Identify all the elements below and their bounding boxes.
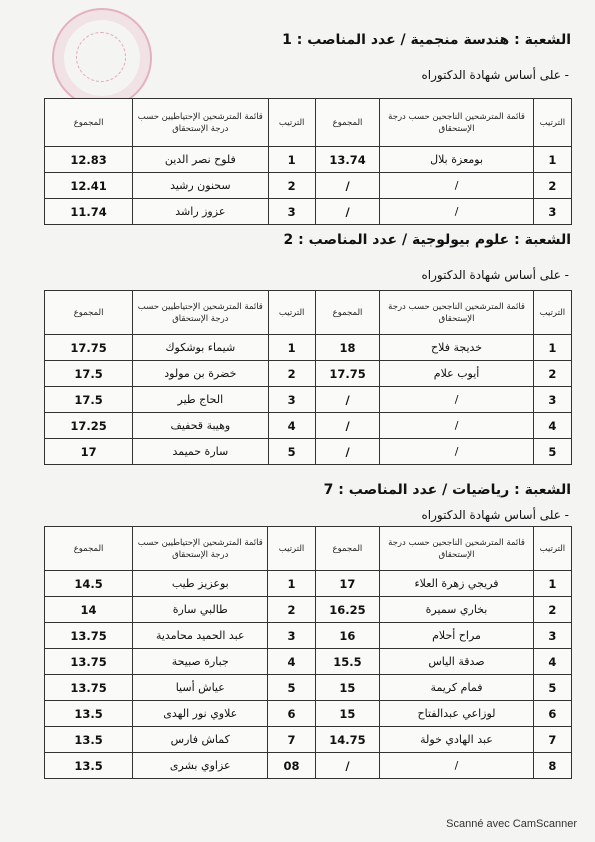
- table-row: [45, 173, 572, 199]
- cell-rank: 3: [533, 623, 571, 649]
- section-title-mining: الشعبة : هندسة منجمية / عدد المناصب : 1: [282, 32, 571, 48]
- cell-reserve-name: عبد الحميد محامدية: [133, 623, 268, 649]
- cell-total: /: [315, 173, 380, 199]
- header-rank: الترتيب: [533, 527, 571, 571]
- table-row: [45, 701, 572, 727]
- cell-total: 15.5: [315, 649, 380, 675]
- cell-total-reserve: 17.5: [45, 387, 133, 413]
- table-header-row: [45, 291, 572, 335]
- cell-successful-name: عبد الهادي خولة: [380, 727, 534, 753]
- table-row: [45, 439, 572, 465]
- section-basis-mining: - على أساس شهادة الدكتوراه: [421, 68, 569, 82]
- cell-total-reserve: 14.5: [45, 571, 133, 597]
- header-successful: قائمة المترشحين الناجحين حسب درجة الإستحقاق: [380, 291, 533, 335]
- cell-total: 16.25: [315, 597, 380, 623]
- cell-total: 14.75: [315, 727, 380, 753]
- cell-successful-name: /: [380, 387, 533, 413]
- official-stamp: [52, 8, 152, 108]
- table-row: [45, 387, 572, 413]
- header-rank-reserve: الترتيب: [268, 99, 315, 147]
- header-reserve: قائمة المترشحين الإحتياطيين حسب درجة الإستحقاق: [133, 99, 268, 147]
- cell-rank-reserve: 3: [268, 387, 315, 413]
- section-title-biology: الشعبة : علوم بيولوجية / عدد المناصب : 2: [283, 232, 571, 248]
- results-table-biology: [44, 290, 572, 465]
- cell-reserve-name: طالبي سارة: [133, 597, 268, 623]
- cell-total-reserve: 17.5: [45, 361, 133, 387]
- cell-total: /: [315, 439, 380, 465]
- cell-total: 16: [315, 623, 380, 649]
- section-basis-mathematics: - على أساس شهادة الدكتوراه: [421, 508, 569, 522]
- cell-rank: 3: [533, 199, 571, 225]
- cell-total-reserve: 13.5: [45, 701, 133, 727]
- table-row: [45, 199, 572, 225]
- cell-total: 15: [315, 675, 380, 701]
- cell-total-reserve: 17: [45, 439, 133, 465]
- cell-total: 18: [315, 335, 380, 361]
- table-row: [45, 753, 572, 779]
- cell-successful-name: بخاري سميرة: [380, 597, 534, 623]
- cell-total: 15: [315, 701, 380, 727]
- cell-rank: 1: [533, 571, 571, 597]
- table-row: [45, 727, 572, 753]
- table-header-row: [45, 527, 572, 571]
- header-rank: الترتيب: [533, 291, 571, 335]
- cell-successful-name: مراح أحلام: [380, 623, 534, 649]
- cell-total-reserve: 13.75: [45, 649, 133, 675]
- cell-total-reserve: 14: [45, 597, 133, 623]
- cell-rank-reserve: 4: [268, 649, 315, 675]
- cell-successful-name: /: [380, 173, 533, 199]
- cell-reserve-name: فلوح نصر الدين: [133, 147, 268, 173]
- cell-total: /: [315, 387, 380, 413]
- cell-rank: 5: [533, 675, 571, 701]
- header-rank-reserve: الترتيب: [268, 291, 315, 335]
- cell-rank: 6: [533, 701, 571, 727]
- table-row: [45, 413, 572, 439]
- cell-reserve-name: سارة حميمد: [133, 439, 268, 465]
- cell-reserve-name: كماش فارس: [133, 727, 268, 753]
- cell-rank: 2: [533, 361, 571, 387]
- header-total: المجموع: [315, 291, 380, 335]
- cell-rank-reserve: 5: [268, 439, 315, 465]
- section-title-mathematics: الشعبة : رياضيات / عدد المناصب : 7: [323, 482, 571, 498]
- cell-reserve-name: الحاج طير: [133, 387, 268, 413]
- header-reserve: قائمة المترشحين الإحتياطيين حسب درجة الإستحقاق: [133, 527, 268, 571]
- table-row: [45, 147, 572, 173]
- scanner-watermark: Scanné avec CamScanner: [446, 818, 577, 830]
- cell-rank-reserve: 1: [268, 335, 315, 361]
- cell-reserve-name: جبارة صبيحة: [133, 649, 268, 675]
- cell-rank: 5: [533, 439, 571, 465]
- cell-rank: 2: [533, 173, 571, 199]
- header-rank: الترتيب: [533, 99, 571, 147]
- cell-total: 17: [315, 571, 380, 597]
- cell-rank-reserve: 1: [268, 571, 315, 597]
- cell-rank-reserve: 3: [268, 623, 315, 649]
- cell-total: 17.75: [315, 361, 380, 387]
- cell-reserve-name: بوعزيز طيب: [133, 571, 268, 597]
- cell-rank-reserve: 2: [268, 597, 315, 623]
- cell-successful-name: صدقة الياس: [380, 649, 534, 675]
- cell-total-reserve: 13.5: [45, 727, 133, 753]
- cell-total: /: [315, 753, 380, 779]
- cell-total: 13.74: [315, 147, 380, 173]
- table-row: [45, 571, 572, 597]
- cell-total: /: [315, 199, 380, 225]
- cell-successful-name: فريجي زهرة العلاء: [380, 571, 534, 597]
- cell-successful-name: فمام كريمة: [380, 675, 534, 701]
- cell-reserve-name: خضرة بن مولود: [133, 361, 268, 387]
- cell-rank-reserve: 08: [268, 753, 315, 779]
- cell-rank: 8: [533, 753, 571, 779]
- cell-successful-name: أيوب علام: [380, 361, 533, 387]
- results-table-mining: [44, 98, 572, 225]
- header-successful: قائمة المترشحين الناجحين حسب درجة الإستحقاق: [380, 99, 533, 147]
- cell-rank-reserve: 1: [268, 147, 315, 173]
- header-total-reserve: المجموع: [45, 99, 133, 147]
- header-total: المجموع: [315, 527, 380, 571]
- header-total-reserve: المجموع: [45, 291, 133, 335]
- cell-total-reserve: 12.83: [45, 147, 133, 173]
- cell-total-reserve: 17.75: [45, 335, 133, 361]
- header-successful: قائمة المترشحين الناجحين حسب درجة الإستحقاق: [380, 527, 534, 571]
- header-rank-reserve: الترتيب: [268, 527, 315, 571]
- header-total: المجموع: [315, 99, 380, 147]
- cell-reserve-name: وهيبة قحفيف: [133, 413, 268, 439]
- cell-reserve-name: علاوي نور الهدى: [133, 701, 268, 727]
- cell-successful-name: بومعزة بلال: [380, 147, 533, 173]
- cell-successful-name: /: [380, 753, 534, 779]
- table-row: [45, 623, 572, 649]
- cell-rank-reserve: 7: [268, 727, 315, 753]
- header-reserve: قائمة المترشحين الإحتياطيين حسب درجة الإستحقاق: [133, 291, 268, 335]
- cell-total-reserve: 17.25: [45, 413, 133, 439]
- cell-reserve-name: عزاوي بشرى: [133, 753, 268, 779]
- header-total-reserve: المجموع: [45, 527, 133, 571]
- cell-successful-name: لوزاعي عبدالفتاح: [380, 701, 534, 727]
- cell-reserve-name: شيماء بوشكوك: [133, 335, 268, 361]
- cell-rank-reserve: 2: [268, 173, 315, 199]
- cell-reserve-name: عياش أسيا: [133, 675, 268, 701]
- cell-rank: 3: [533, 387, 571, 413]
- table-row: [45, 335, 572, 361]
- cell-rank-reserve: 5: [268, 675, 315, 701]
- cell-successful-name: /: [380, 199, 533, 225]
- cell-total-reserve: 12.41: [45, 173, 133, 199]
- cell-total: /: [315, 413, 380, 439]
- section-basis-biology: - على أساس شهادة الدكتوراه: [421, 268, 569, 282]
- cell-rank: 7: [533, 727, 571, 753]
- cell-rank-reserve: 3: [268, 199, 315, 225]
- cell-rank-reserve: 4: [268, 413, 315, 439]
- cell-rank: 4: [533, 649, 571, 675]
- cell-rank: 1: [533, 335, 571, 361]
- cell-reserve-name: سحنون رشيد: [133, 173, 268, 199]
- cell-rank-reserve: 2: [268, 361, 315, 387]
- table-row: [45, 361, 572, 387]
- cell-total-reserve: 13.75: [45, 675, 133, 701]
- cell-reserve-name: عزوز راشد: [133, 199, 268, 225]
- cell-rank: 1: [533, 147, 571, 173]
- cell-successful-name: /: [380, 413, 533, 439]
- cell-rank: 4: [533, 413, 571, 439]
- cell-rank-reserve: 6: [268, 701, 315, 727]
- results-table-mathematics: [44, 526, 572, 779]
- cell-total-reserve: 11.74: [45, 199, 133, 225]
- table-header-row: [45, 99, 572, 147]
- cell-total-reserve: 13.5: [45, 753, 133, 779]
- cell-rank: 2: [533, 597, 571, 623]
- cell-successful-name: خديجة فلاح: [380, 335, 533, 361]
- cell-total-reserve: 13.75: [45, 623, 133, 649]
- table-row: [45, 649, 572, 675]
- cell-successful-name: /: [380, 439, 533, 465]
- table-row: [45, 675, 572, 701]
- table-row: [45, 597, 572, 623]
